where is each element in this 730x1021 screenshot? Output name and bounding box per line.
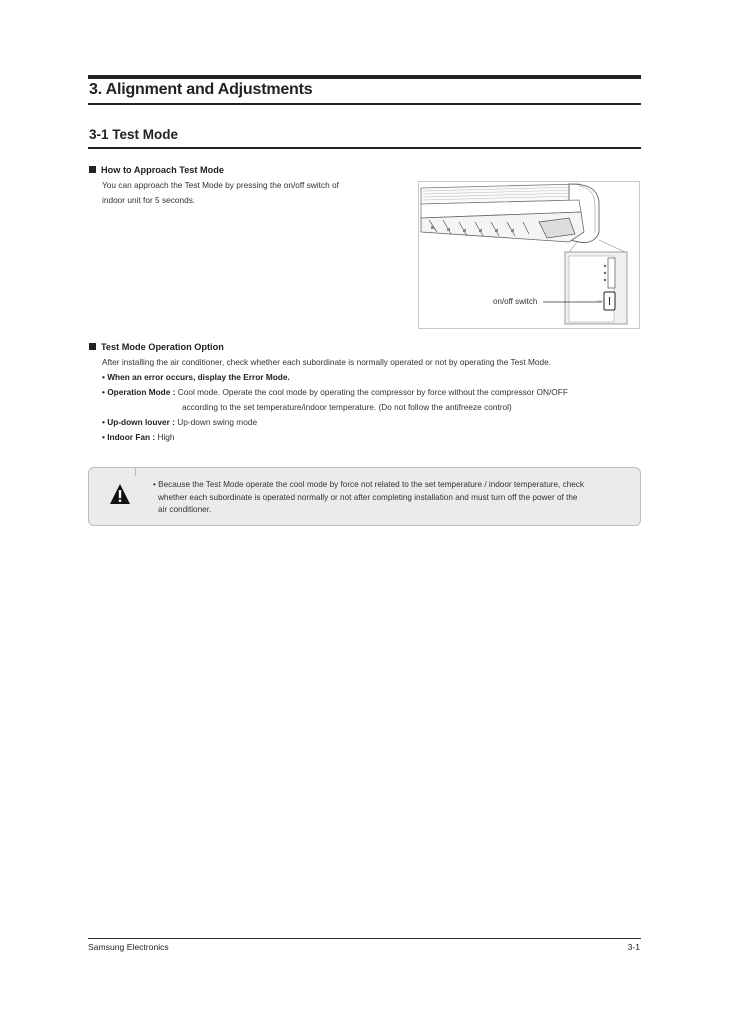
chapter-title: 3. Alignment and Adjustments: [89, 81, 313, 98]
warning-triangle-icon: [109, 483, 131, 505]
option-louver: • Up-down louver : Up-down swing mode: [102, 417, 258, 427]
title-underline: [88, 103, 641, 105]
indoor-unit-illustration: [419, 182, 640, 329]
approach-heading: How to Approach Test Mode: [89, 165, 224, 175]
footer-page-number: 3-1: [627, 942, 640, 952]
approach-text: You can approach the Test Mode by pressing the on/off switch of indoor unit for 5 seconds.: [102, 180, 339, 205]
option-body: [102, 355, 642, 445]
section-title: 3-1 Test Mode: [89, 127, 179, 142]
bullet-square-icon: [89, 166, 96, 173]
caution-text: • Because the Test Mode operate the cool mode by force not related to the set temperature / indoor temperature, check whether each subordinate is operated normally or not after completing installation and must turn off the power of the air conditioner.: [153, 480, 584, 514]
caution-divider: [135, 468, 136, 476]
option-operation-mode-cont: according to the set temperature/indoor temperature. (Do not follow the antifreeze control): [182, 402, 512, 412]
option-heading: Test Mode Operation Option: [89, 342, 224, 352]
bullet-square-icon: [89, 343, 96, 350]
option-operation-mode: • Operation Mode : Cool mode. Operate the cool mode by operating the compressor by force without the compressor ON/OFF: [102, 387, 568, 397]
caution-box: [88, 467, 641, 526]
option-intro: After installing the air conditioner, check whether each subordinate is normally operated or not by operating the Test Mode.: [102, 357, 552, 367]
option-indoor-fan: • Indoor Fan : High: [102, 432, 175, 442]
footer-rule: [88, 938, 641, 939]
section-underline: [88, 147, 641, 149]
footer-company: Samsung Electronics: [88, 942, 169, 952]
option-error-mode: • When an error occurs, display the Error Mode.: [102, 372, 290, 382]
indoor-unit-figure: [418, 181, 640, 329]
top-rule: [88, 75, 641, 79]
on-off-switch-label: on/off switch: [493, 297, 538, 306]
